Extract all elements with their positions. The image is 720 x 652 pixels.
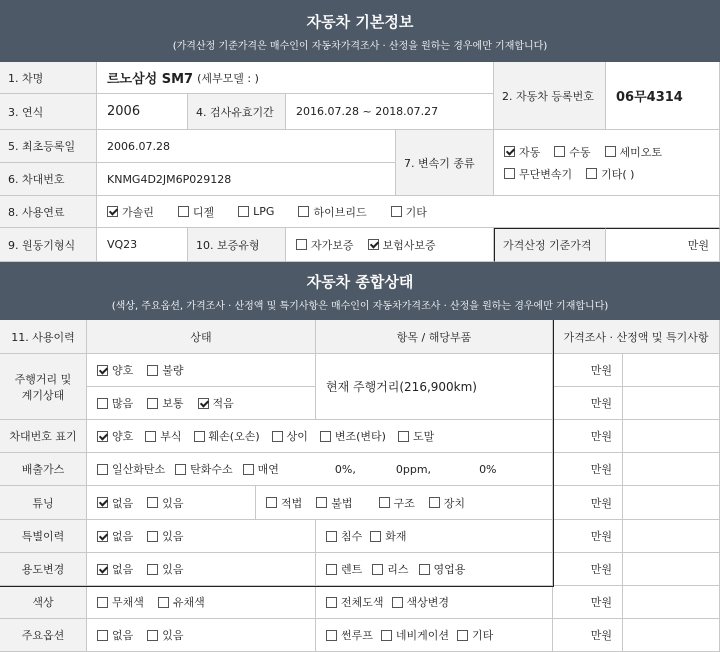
- history-header: 11. 사용이력: [0, 320, 87, 354]
- trans-semi-text: 세미오토: [619, 145, 663, 159]
- usage-none-text: 없음: [112, 563, 134, 576]
- mileage-note-2[interactable]: [623, 387, 720, 420]
- vin-mark-options: [87, 420, 553, 453]
- color-detail: [316, 586, 553, 619]
- item-header: 항목 / 해당부품: [316, 320, 553, 354]
- special-none-checkbox[interactable]: [97, 531, 108, 542]
- vin-good-checkbox[interactable]: [97, 431, 108, 442]
- fuel-diesel-text: 디젤: [192, 205, 215, 219]
- mileage-current: 현재 주행거리(216,900km): [316, 354, 553, 420]
- options-yes-text: 있음: [162, 629, 184, 642]
- color-full-paint-text: 전체도색: [341, 596, 384, 609]
- warranty-insurer-checkbox[interactable]: [368, 239, 379, 250]
- mandatory-block-right-border: [553, 320, 554, 586]
- options-none-text: 없음: [112, 629, 134, 642]
- usage-rent-text: 렌트: [341, 563, 363, 576]
- vin-altered-checkbox[interactable]: [320, 431, 331, 442]
- vin-mark-note[interactable]: [623, 420, 720, 453]
- emission-hc-checkbox[interactable]: [175, 464, 186, 475]
- usage-none-checkbox[interactable]: [97, 564, 108, 575]
- tuning-price[interactable]: 만원: [553, 486, 623, 520]
- options-sunroof-checkbox[interactable]: [326, 630, 337, 641]
- vin-stolen-checkbox[interactable]: [398, 431, 409, 442]
- tuning-yes-text: 있음: [162, 496, 184, 510]
- fuel-diesel-checkbox[interactable]: [178, 206, 189, 217]
- special-yes-checkbox[interactable]: [147, 531, 158, 542]
- special-none-text: 없음: [112, 530, 134, 543]
- emission-hc-value: 0ppm,: [395, 462, 432, 476]
- mileage-good-text: 양호: [112, 364, 134, 377]
- tuning-structure-text: 구조: [393, 496, 415, 510]
- emission-co-text: 일산화탄소: [112, 463, 166, 476]
- tuning-yes-checkbox[interactable]: [147, 497, 158, 508]
- mileage-state-row1: [87, 354, 316, 387]
- status-subtitle: (색상, 주요옵션, 가격조사 · 산정액 및 특기사항은 매수인이 자동차가격조사 · 산정을 원하는 경우에만 기재합니다): [111, 301, 609, 312]
- tuning-none-checkbox[interactable]: [97, 497, 108, 508]
- warranty-self-text: 자가보증: [311, 238, 354, 252]
- special-flood-checkbox[interactable]: [326, 531, 337, 542]
- car-model-detail: (세부모델 : ): [197, 71, 259, 85]
- trans-cvt-checkbox[interactable]: [504, 168, 515, 179]
- fuel-lpg-checkbox[interactable]: [238, 206, 249, 217]
- mileage-state-row2: [87, 387, 316, 420]
- emission-smoke-text: 매연: [257, 463, 279, 476]
- vin-good-text: 양호: [112, 430, 134, 443]
- trans-other-text: 기타( ): [601, 167, 635, 181]
- status-header: [0, 262, 720, 320]
- options-navi-text: 네비게이션: [395, 629, 450, 642]
- special-note[interactable]: [623, 520, 720, 553]
- options-detail: [316, 619, 553, 652]
- vin-damaged-text: 훼손(오손): [208, 430, 260, 443]
- emission-smoke-value: 0%: [479, 462, 497, 476]
- usage-lease-text: 리스: [387, 563, 409, 576]
- base-price-label: 가격산정 기준가격: [494, 228, 606, 262]
- options-navi-checkbox[interactable]: [381, 630, 392, 641]
- warranty-insurer-text: 보험사보증: [382, 238, 436, 252]
- color-achromatic-checkbox[interactable]: [97, 597, 108, 608]
- transmission-label: 7. 변속기 종류: [396, 130, 494, 196]
- trans-auto-text: 자동: [519, 145, 541, 159]
- car-name-label: 1. 차명: [0, 62, 97, 94]
- vin-mark-price[interactable]: 만원: [553, 420, 623, 453]
- mileage-few-text: 적음: [212, 397, 234, 410]
- usage-lease-checkbox[interactable]: [372, 564, 383, 575]
- trans-manual-text: 수동: [569, 145, 591, 159]
- tuning-none-text: 없음: [112, 496, 134, 510]
- special-flood-text: 침수: [341, 530, 363, 543]
- year-label: 3. 연식: [0, 94, 97, 130]
- tuning-device-text: 장치: [443, 496, 466, 510]
- usage-label: 용도변경: [0, 553, 87, 586]
- tuning-device-checkbox[interactable]: [429, 497, 440, 508]
- engine-value: VQ23: [97, 228, 188, 262]
- emission-hc-text: 탄화수소: [190, 463, 233, 476]
- reg-no-label: 2. 자동차 등록번호: [494, 62, 606, 130]
- tuning-illegal-checkbox[interactable]: [316, 497, 327, 508]
- car-name-cell: [97, 62, 494, 94]
- vin-damaged-checkbox[interactable]: [194, 431, 205, 442]
- usage-yes-checkbox[interactable]: [147, 564, 158, 575]
- options-other-checkbox[interactable]: [457, 630, 468, 641]
- color-price[interactable]: 만원: [553, 586, 623, 619]
- trans-manual-checkbox[interactable]: [554, 146, 565, 157]
- first-reg-label: 5. 최초등록일: [0, 130, 97, 163]
- vin-corroded-text: 부식: [160, 430, 182, 443]
- options-yes-checkbox[interactable]: [147, 630, 158, 641]
- transmission-options: [494, 130, 720, 196]
- special-state: [87, 520, 316, 553]
- warranty-options: [286, 228, 494, 262]
- options-note[interactable]: [623, 619, 720, 652]
- year-value: 2006: [97, 94, 188, 130]
- status-title: 자동차 종합상태: [306, 273, 414, 291]
- emission-options: [87, 453, 553, 486]
- tuning-structure-checkbox[interactable]: [379, 497, 390, 508]
- usage-note[interactable]: [623, 553, 720, 586]
- options-label: 주요옵션: [0, 619, 87, 652]
- options-other-text: 기타: [472, 629, 494, 642]
- special-fire-text: 화재: [385, 530, 407, 543]
- color-chromatic-text: 유채색: [172, 596, 205, 609]
- color-achromatic-text: 무채색: [112, 596, 144, 609]
- fuel-label: 8. 사용연료: [0, 196, 97, 228]
- emission-label: 배출가스: [0, 453, 87, 486]
- vin-altered-text: 변조(변타): [334, 430, 386, 443]
- car-name-value: 르노삼성 SM7: [107, 72, 194, 87]
- engine-label: 9. 원동기형식: [0, 228, 97, 262]
- trans-semi-checkbox[interactable]: [605, 146, 616, 157]
- usage-business-checkbox[interactable]: [419, 564, 430, 575]
- fuel-lpg-text: LPG: [253, 205, 275, 218]
- vin-mark-label: 차대번호 표기: [0, 420, 87, 453]
- tuning-illegal-text: 불법: [331, 496, 353, 510]
- mileage-many-text: 많음: [112, 397, 134, 410]
- tuning-label: 튜닝: [0, 486, 87, 520]
- mileage-price-1[interactable]: 만원: [553, 354, 623, 387]
- mileage-normal-text: 보통: [162, 397, 184, 410]
- emission-note[interactable]: [623, 453, 720, 486]
- special-yes-text: 있음: [162, 530, 184, 543]
- vin-mismatch-checkbox[interactable]: [272, 431, 283, 442]
- special-label: 특별이력: [0, 520, 87, 553]
- first-reg-value: 2006.07.28: [97, 130, 396, 163]
- color-change-checkbox[interactable]: [392, 597, 403, 608]
- options-none-checkbox[interactable]: [97, 630, 108, 641]
- usage-rent-checkbox[interactable]: [326, 564, 337, 575]
- emission-smoke-checkbox[interactable]: [243, 464, 254, 475]
- usage-detail: [316, 553, 553, 586]
- usage-state: [87, 553, 316, 586]
- fuel-hybrid-text: 하이브리드: [313, 205, 367, 219]
- mileage-bad-checkbox[interactable]: [147, 365, 158, 376]
- vin-corroded-checkbox[interactable]: [145, 431, 156, 442]
- emission-co-value: 0%,: [334, 462, 356, 476]
- color-state: [87, 586, 316, 619]
- mandatory-block-bottom-border: [0, 586, 554, 587]
- mileage-note-1[interactable]: [623, 354, 720, 387]
- mileage-good-checkbox[interactable]: [97, 365, 108, 376]
- color-chromatic-checkbox[interactable]: [158, 597, 169, 608]
- vin-label: 6. 차대번호: [0, 163, 97, 196]
- tuning-state: [87, 486, 256, 520]
- emission-price[interactable]: 만원: [553, 453, 623, 486]
- special-price[interactable]: 만원: [553, 520, 623, 553]
- mileage-price-2[interactable]: 만원: [553, 387, 623, 420]
- mileage-many-checkbox[interactable]: [97, 398, 108, 409]
- fuel-gasoline-checkbox[interactable]: [107, 206, 118, 217]
- basic-info-title: 자동차 기본정보: [306, 13, 414, 31]
- trans-other-checkbox[interactable]: [586, 168, 597, 179]
- base-price-value[interactable]: 만원: [606, 228, 720, 262]
- color-label: 색상: [0, 586, 87, 619]
- vin-stolen-text: 도말: [412, 430, 435, 443]
- color-note[interactable]: [623, 586, 720, 619]
- usage-business-text: 영업용: [433, 563, 466, 576]
- mileage-few-checkbox[interactable]: [198, 398, 209, 409]
- tuning-note[interactable]: [623, 486, 720, 520]
- usage-yes-text: 있음: [162, 563, 184, 576]
- mileage-label: 주행거리 및 계기상태: [0, 354, 87, 420]
- options-price[interactable]: 만원: [553, 619, 623, 652]
- options-sunroof-text: 썬루프: [341, 629, 373, 642]
- options-state: [87, 619, 316, 652]
- inspection-value: 2016.07.28 ~ 2018.07.27: [286, 94, 494, 130]
- color-full-paint-checkbox[interactable]: [326, 597, 337, 608]
- warranty-label: 10. 보증유형: [188, 228, 286, 262]
- tuning-legal-checkbox[interactable]: [266, 497, 277, 508]
- trans-auto-checkbox[interactable]: [504, 146, 515, 157]
- fuel-options: [97, 196, 720, 228]
- mileage-bad-text: 불량: [162, 364, 184, 377]
- special-detail: [316, 520, 553, 553]
- trans-cvt-text: 무단변속기: [519, 167, 573, 181]
- vin-value: KNMG4D2JM6P029128: [97, 163, 396, 196]
- vin-mismatch-text: 상이: [286, 430, 308, 443]
- emission-co-checkbox[interactable]: [97, 464, 108, 475]
- price-header: 가격조사 · 산정액 및 특기사항: [553, 320, 720, 354]
- mileage-normal-checkbox[interactable]: [147, 398, 158, 409]
- tuning-detail: [256, 486, 553, 520]
- reg-no-value: 06무4314: [606, 62, 720, 130]
- fuel-other-checkbox[interactable]: [391, 206, 402, 217]
- usage-price[interactable]: 만원: [553, 553, 623, 586]
- warranty-self-checkbox[interactable]: [296, 239, 307, 250]
- inspection-label: 4. 검사유효기간: [188, 94, 286, 130]
- fuel-other-text: 기타: [405, 205, 427, 219]
- special-fire-checkbox[interactable]: [370, 531, 381, 542]
- tuning-legal-text: 적법: [281, 496, 303, 510]
- fuel-hybrid-checkbox[interactable]: [298, 206, 309, 217]
- basic-info-subtitle: (가격산정 기준가격은 매수인이 자동차가격조사 · 산정을 원하는 경우에만 기재합니다): [172, 41, 548, 52]
- state-header: 상태: [87, 320, 316, 354]
- fuel-gasoline-text: 가솔린: [122, 205, 154, 219]
- basic-info-header: [0, 0, 720, 62]
- color-change-text: 색상변경: [406, 596, 450, 609]
